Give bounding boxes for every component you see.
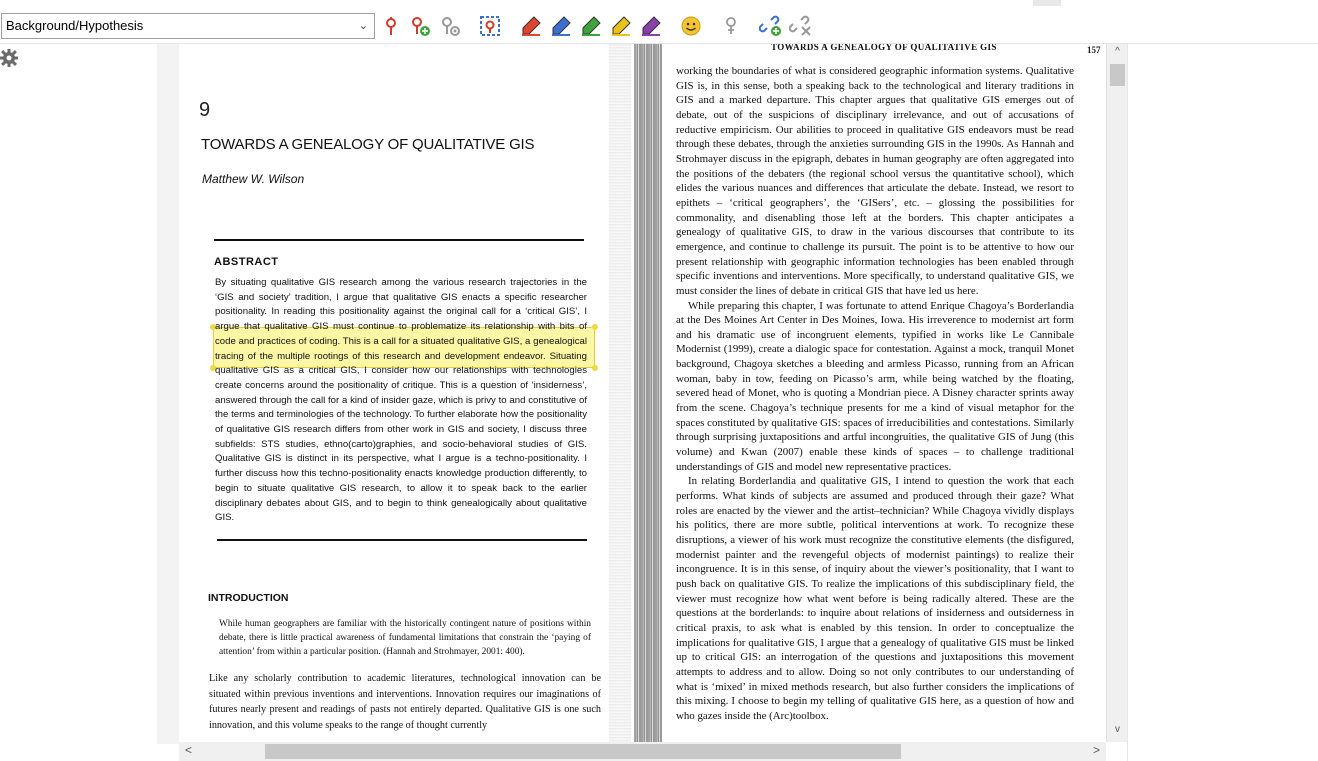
- abstract-bottom-rule: [217, 539, 587, 541]
- book-gutter-shadow: [609, 44, 631, 742]
- select-area-icon[interactable]: [478, 14, 502, 38]
- scroll-left-arrow[interactable]: <: [185, 743, 193, 757]
- highlight-handle[interactable]: [592, 365, 598, 371]
- paragraph: While preparing this chapter, I was fortunate to attend Enrique Chagoya’s Borderlandia at the Des Moines Art Center in Des Moines, Iowa. His irreverence to modernist art form and his dramatic use of incongruent elements, typified in works like Le Cannibale Modernist (1999), create a dialogic space for contestation. Against a mock, tranquil Monet background, Chagoya sketches a bleeding and armless Picasso, running from an African woman, baby in tow, feeding on Picasso’s arm, while being watched by the floating, severed head of Monet, who is quoting a Mondrian piece. A Disney character sprints away from the scene. Chagoya’s technique presents for me a kind of visual metaphor for the spaces constituted by qualitative GIS: spaces of irreducibilities and contestations. Similarly through surprising juxtapositions and artful incongruities, the qualitative GIS of Jung (this volume) and Kwan (2007) enable these kinds of spaces – to challenge traditional understandings of GIS and model new representative practices.: [676, 299, 1074, 473]
- add-link-icon[interactable]: [759, 14, 783, 38]
- book-spine-scan: [634, 44, 662, 742]
- highlight-handle[interactable]: [592, 324, 598, 330]
- chapter-number: 9: [199, 99, 211, 121]
- vertical-scroll-thumb[interactable]: [1110, 64, 1125, 86]
- paragraph: working the boundaries of what is considered geographic information systems. Qualitative GIS is, in this sense, both a speaking back to the technological and literary traditions in GIS and a marked departure. This chapter argues that qualitative GIS emerges out of debate, out of the suspicions of disciplinary irrelevance, and out of accusations of reductive empiricism. Our abilities to proceed in qualitative GIS endeavors must be read through these debates, through the anxieties surrounding GIS in the 1990s. As Hannah and Strohmayer discuss in the epigraph, debates in human geography are often aggregated into the positions of the debaters (the regional school versus the quantitative school), which elides the various nuances and differences that articulate the debate. Instead, we resort to epithets – ‘critical geographers’, the ‘GISers’, etc. – glossing the possibilities for commonality, and disenabling those left at the borders. This chapter anticipates a genealogy of qualitative GIS, to draw in the various discourses that contribute to its emergence, and continue to challenge its pursuit. The point is to be attentive to how our present relationship with geographic information technologies has been enabled through specific inventions and interventions. More specifically, to understand qualitative GIS, we must consider the lines of debate in critical GIS that have led us here.: [676, 65, 1074, 297]
- paragraph: In relating Borderlandia and qualitative GIS, I intend to question the work that each performs. What kinds of subjects are assumed and produced through their gaze? What roles are enacted by the viewer and the artist–technician? While Chagoya vividly displays his politics, there are more subtle, political interventions at work. To recognize these disruptions, a viewer of his work must recognize the constitutive elements (the disfigured, modernist painter and the revengeful objects of modernist paintings) to realize their incongruence. It is in this sense, of inquiry about the viewer’s positionality, that I want to push back on qualitative GIS. To realize the implications of this subdisciplinary field, the viewer must recognize how what went before is being radically altered. These are the questions at the borderlands: to inquire about relations of insiderness and outsiderness in critical praxis, to ask what is enabled by this tension. In order to conceptualize the implications for qualitative GIS, I argue that a genealogy of qualitative GIS must be linked up to critical GIS: an interrogation of the questions and juxtapositions this movement attempts to address and to allow. Doing so not only contributes to our understanding of what is ‘mixed’ in mixed methods research, but also further considers the implications of this mixing. I choose to begin my telling of qualitative GIS here, as a question of how and who gazes inside the (Arc)toolbox.: [676, 475, 1074, 722]
- epigraph-quote: While human geographers are familiar with the historically contingent nature of positions within debate, there is little practical awareness of fundamental limitations that constrain the ‘paying of attention’ from within a particular position. (Hannah and Strohmayer, 2001: 400).: [219, 619, 591, 657]
- document-viewer[interactable]: [179, 44, 1106, 742]
- right-page-text: [676, 64, 1074, 724]
- highlighter-purple-icon[interactable]: [639, 14, 663, 38]
- code-settings-icon[interactable]: [438, 14, 462, 38]
- horizontal-scroll-thumb[interactable]: [265, 744, 901, 759]
- chapter-title: TOWARDS A GENEALOGY OF QUALITATIVE GIS: [201, 136, 535, 153]
- abstract-text-highlighted[interactable]: I argue that qualitative GIS must continue to problematize its relationship with bits of code and practices of coding. This is a call for a situated qualitative GIS, a genealogical tracing of the multiple rootings of this research and development: [215, 306, 587, 362]
- page-number: 157: [1087, 45, 1101, 55]
- scroll-down-arrow[interactable]: v: [1115, 724, 1120, 735]
- page-left-margin: [157, 44, 179, 744]
- side-panel: [1127, 44, 1318, 761]
- abstract-heading: ABSTRACT: [214, 256, 279, 268]
- abstract-text-before: By situating qualitative GIS research among the various research trajectories in the ‘GIS and society’ tradition, I argue that qualitative GIS enacts a specific researcher positionality. In reading this positionality against the original call for a ‘critical GIS’,: [215, 277, 587, 318]
- toolbar: [0, 0, 1318, 44]
- scroll-up-arrow[interactable]: ^: [1115, 46, 1120, 57]
- chevron-down-icon: ⌄: [358, 20, 368, 32]
- introduction-text: Like any scholarly contribution to academic literatures, technological innovation can be situated within previous inventions and interventions. Innovation requires our imaginations of futures nearly present and readings of pasts not entirely departed. Qualitative GIS is one such innovation, and this volume speaks to the range of thought currently: [209, 673, 601, 731]
- annotation-tool-icon[interactable]: [719, 14, 743, 38]
- horizontal-scrollbar[interactable]: [179, 742, 1106, 761]
- gear-icon[interactable]: [0, 48, 20, 68]
- vertical-scrollbar[interactable]: [1106, 44, 1127, 742]
- abstract-text-after: endeavor. Situating qualitative GIS as a critical GIS, I consider how our relationships with technologies create concerns around the positionality of critique. This is a question of ‘insiderness’, answered through the call for a kind of insider gaze, which is privy to and constitutive of the terms and terminologies of the technology. To further elaborate how the positionality of qualitative GIS research differs from other work in GIS and society, I discuss three subfields: STS studies, ethno(carto)graphies, and socio-behavioral studies of GIS. Qualitative GIS is distinct in its perspective, what I argue is a techno-positionality. I further discuss how this techno-positionality enacts knowledge production differently, to begin to situate qualitative GIS research, to allow it to speak back to the earlier disciplinary debates about GIS, and to begin to think genealogically about qualitative GIS.: [215, 350, 587, 524]
- highlighter-red-icon[interactable]: [519, 14, 543, 38]
- highlighter-yellow-icon[interactable]: [609, 14, 633, 38]
- abstract-top-rule: [214, 239, 584, 241]
- author-name: Matthew W. Wilson: [202, 172, 305, 186]
- highlighter-blue-icon[interactable]: [549, 14, 573, 38]
- introduction-heading: INTRODUCTION: [208, 592, 289, 604]
- tab-stub: [1033, 0, 1061, 6]
- code-select-value: Background/Hypothesis: [6, 18, 144, 33]
- highlighter-green-icon[interactable]: [579, 14, 603, 38]
- remove-link-icon[interactable]: [789, 14, 813, 38]
- scroll-right-arrow[interactable]: >: [1092, 743, 1100, 757]
- emoticon-icon[interactable]: [679, 14, 703, 38]
- new-code-icon[interactable]: [408, 14, 432, 38]
- code-pin-icon[interactable]: [379, 14, 403, 38]
- abstract-text: [215, 276, 587, 526]
- running-head: TOWARDS A GENEALOGY OF QUALITATIVE GIS: [771, 44, 997, 52]
- code-select-dropdown[interactable]: [1, 13, 375, 39]
